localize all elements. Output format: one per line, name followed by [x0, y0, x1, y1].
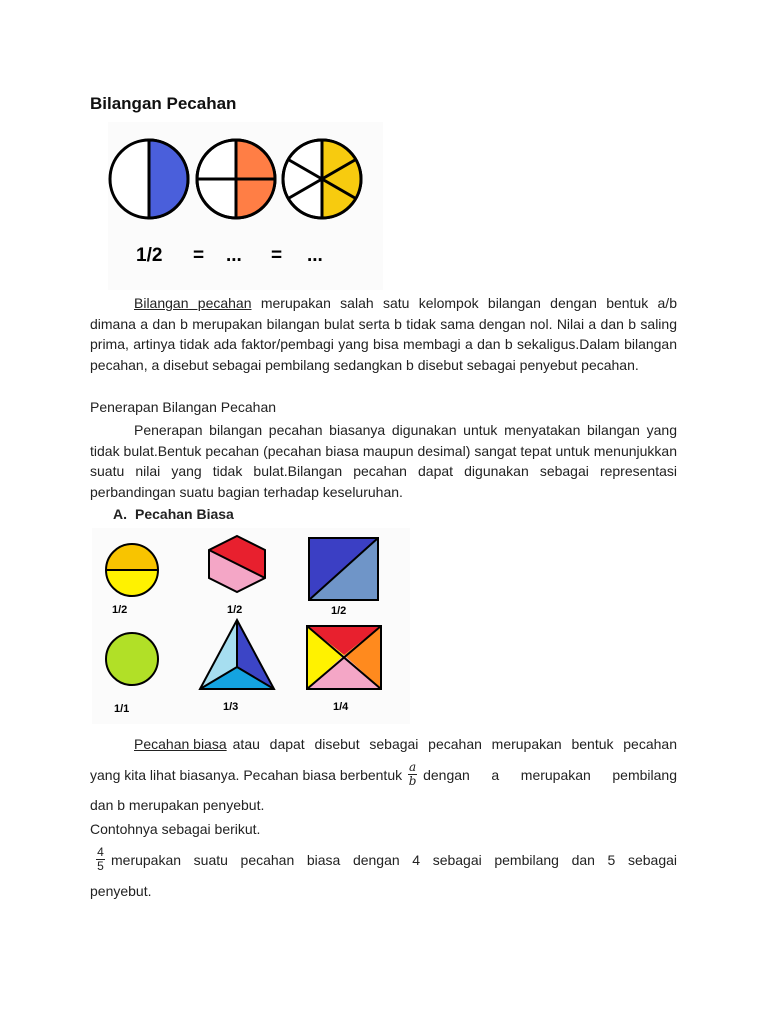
example-line	[90, 846, 677, 873]
shape-square-quarters	[307, 626, 381, 689]
fraction-four-fifths	[96, 846, 105, 873]
penerapan-text: Penerapan bilangan pecahan biasanya digunakan untuk menyatakan bilangan yang tidak bulat.Bentuk pecahan (pecahan biasa maupun desimal) sangat tepat untuk menunjukkan suatu nilai yang tidak bulat.Bilangan pecahan dapat digunakan sebagai representasi perbandingan suatu bagian terhadap keseluruhan.	[90, 422, 677, 500]
circle-quarters	[197, 140, 275, 218]
example-text-end: penyebut.	[90, 883, 152, 899]
equals-sign-1: =	[193, 245, 205, 266]
fraction-a-numerator: a	[409, 760, 417, 774]
fraction-a-over-b	[408, 761, 417, 788]
paragraph-definition	[90, 293, 677, 375]
circle-halves	[110, 140, 188, 218]
equals-sign-2: =	[271, 245, 283, 266]
shape-label-2: 1/2	[227, 604, 243, 616]
pecahan-biasa-figure	[92, 528, 410, 724]
fraction-circles-figure	[108, 122, 383, 290]
fraction-4-numerator: 4	[97, 845, 104, 859]
definition-text: merupakan salah satu kelompok bilangan dengan bentuk a/b dimana a dan b merupakan bilangan bulat serta b tidak sama dengan nol. Nilai a dan b saling prima, artinya tidak ada faktor/pembagi yang bisa membagi a dan b sekaligus.Dalam bilangan pecahan, a disebut sebagai pembilang sedangkan b disebut sebagai penyebut pecahan.	[90, 295, 677, 373]
term-pecahan-biasa: Pecahan biasa	[134, 736, 227, 752]
example-text: merupakan suatu pecahan biasa dengan 4 sebagai pembilang dan 5 sebagai	[111, 851, 677, 868]
section-title: Pecahan Biasa	[135, 506, 234, 522]
pecahan-biasa-line-2-before: yang kita lihat biasanya. Pecahan biasa berbentuk	[90, 766, 403, 783]
fraction-b-denominator: b	[408, 774, 417, 788]
shape-hexagon-half	[209, 536, 265, 592]
page-title: Bilangan Pecahan	[90, 94, 237, 113]
dots-1: ...	[226, 245, 242, 266]
example-intro: Contohnya sebagai berikut.	[90, 821, 261, 837]
shape-label-5: 1/3	[223, 701, 239, 713]
shape-label-1: 1/2	[112, 604, 128, 616]
pecahan-biasa-line-1-text: atau dapat disebut sebagai pecahan merupakan bentuk pecahan	[232, 736, 677, 752]
fraction-5-denominator: 5	[97, 859, 104, 873]
dots-2: ...	[307, 245, 323, 266]
paragraph-penerapan	[90, 420, 677, 502]
shape-label-4: 1/1	[114, 703, 130, 715]
pecahan-biasa-line-2-after: dengan a merupakan pembilang	[423, 766, 677, 783]
circle-sixths	[283, 140, 361, 218]
shape-circle-whole	[106, 633, 158, 685]
pecahan-biasa-line-3: dan b merupakan penyebut.	[90, 797, 265, 813]
subheading-penerapan: Penerapan Bilangan Pecahan	[90, 399, 277, 415]
shape-label-6: 1/4	[333, 701, 349, 713]
shape-triangle-thirds	[200, 620, 274, 689]
section-number: A.	[113, 506, 127, 522]
shape-circle-half	[106, 544, 158, 596]
section-a-heading	[113, 506, 234, 522]
term-bilangan-pecahan: Bilangan pecahan	[134, 295, 252, 311]
pecahan-biasa-line-2	[90, 761, 677, 788]
shape-label-3: 1/2	[331, 605, 347, 617]
pecahan-biasa-line-1	[90, 736, 677, 752]
shape-square-half	[309, 538, 378, 600]
label-half: 1/2	[136, 245, 163, 266]
